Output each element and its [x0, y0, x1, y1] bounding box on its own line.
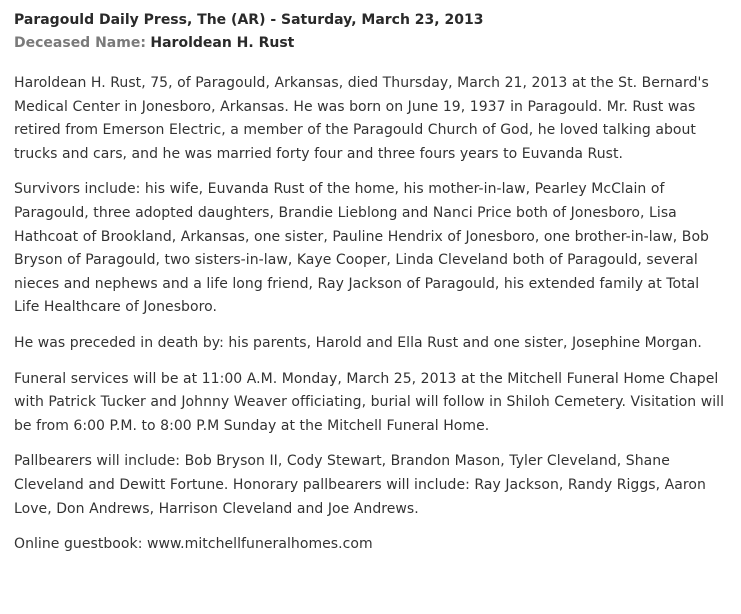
paragraph-pallbearers: Pallbearers will include: Bob Bryson II, Cody Stewart, Brandon Mason, Tyler Cleveland, Shane Cleveland and Dewitt Fortune. Honorary pallbearers will include: Ray Jackson, Randy Riggs, Aaron Love, Don Andrews, Harrison Cleveland and Joe Andrews. — [14, 453, 706, 517]
publication-title: Paragould Daily Press, The (AR) - Saturday, March 23, 2013 — [14, 12, 484, 28]
paragraph-preceded-in-death: He was preceded in death by: his parents, Harold and Ella Rust and one sister, Josephine Morgan. — [14, 334, 702, 351]
obituary-body — [14, 72, 727, 557]
paragraph-death-notice: Haroldean H. Rust, 75, of Paragould, Arkansas, died Thursday, March 21, 2013 at the St. Bernard's Medical Center in Jonesboro, Arkansas. He was born on June 19, 1937 in Paragould. Mr. Rust was retired from Emerson Electric, a member of the Paragould Church of God, he loved talking about trucks and cars, and he was married forty four and three fours years to Euvanda Rust. — [14, 75, 709, 162]
deceased-name-row — [14, 33, 727, 53]
paragraph-survivors: Survivors include: his wife, Euvanda Rust of the home, his mother-in-law, Pearley McClain of Paragould, three adopted daughters, Brandie Lieblong and Nanci Price both of Jonesboro, Lisa Hathcoat of Brookland, Arkansas, one sister, Pauline Hendrix of Jonesboro, one brother-in-law, Bob Bryson of Paragould, two sisters-in-law, Kaye Cooper, Linda Cleveland both of Paragould, several nieces and nephews and a life long friend, Ray Jackson of Paragould, his extended family at Total Life Healthcare of Jonesboro. — [14, 181, 709, 316]
deceased-name-label: Deceased Name: — [14, 35, 146, 51]
deceased-name-value: Haroldean H. Rust — [150, 35, 295, 51]
obituary-header — [14, 10, 727, 53]
paragraph-funeral-services: Funeral services will be at 11:00 A.M. Monday, March 25, 2013 at the Mitchell Funeral Home Chapel with Patrick Tucker and Johnny Weaver officiating, burial will follow in Shiloh Cemetery. Visitation will be from 6:00 P.M. to 8:00 P.M Sunday at the Mitchell Funeral Home. — [14, 370, 725, 434]
paragraph-guestbook: Online guestbook: www.mitchellfuneralhomes.com — [14, 536, 373, 553]
